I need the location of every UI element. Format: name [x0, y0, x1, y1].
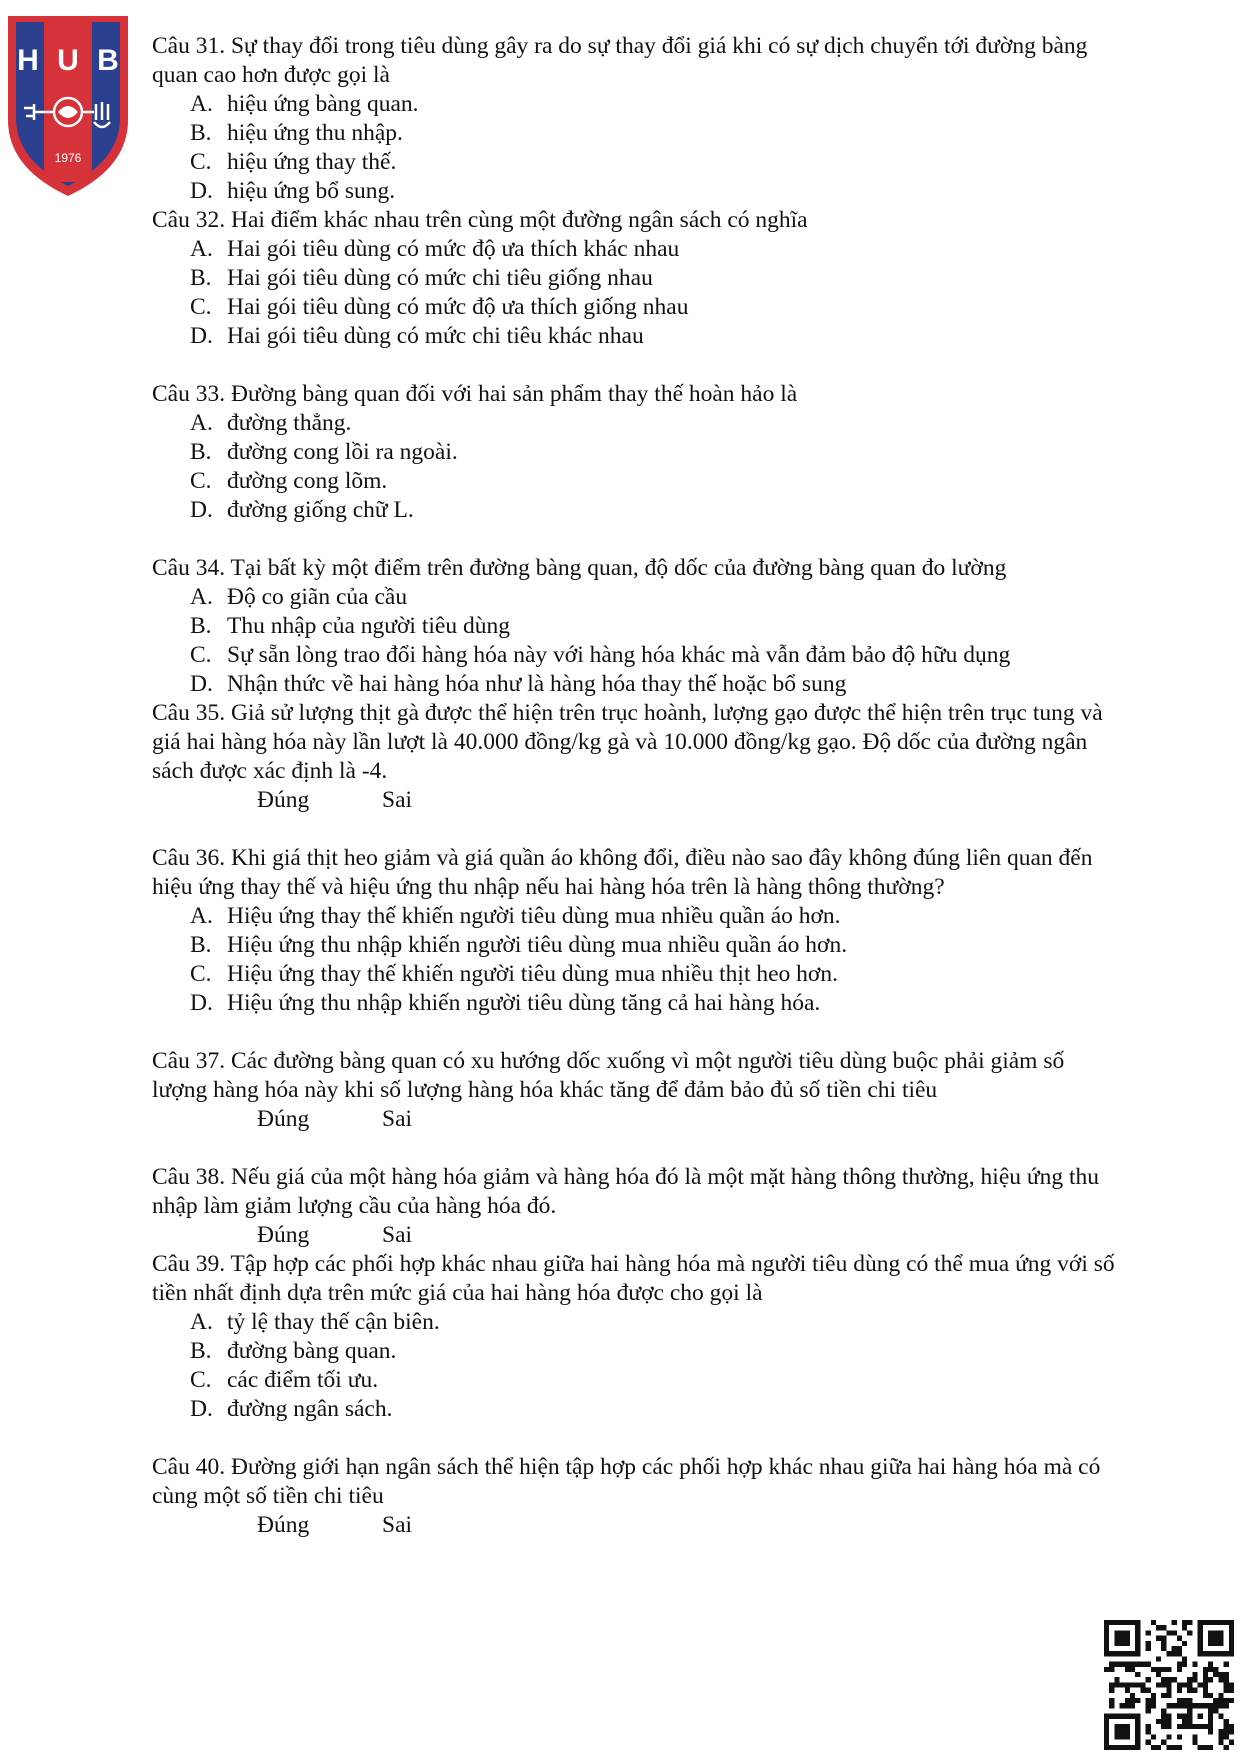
question-stem: Câu 37. Các đường bàng quan có xu hướng dốc xuống vì một người tiêu dùng buộc phải giảm số lượng hàng hóa này khi số lượng hàng hóa khác tăng để đảm bảo đủ số tiền chi tiêu — [152, 1048, 1065, 1103]
option-a: A. hiệu ứng bàng quan. — [190, 91, 419, 117]
question-40 — [152, 1453, 1122, 1540]
true-option: Đúng — [257, 1512, 310, 1538]
option-d: D. hiệu ứng bổ sung. — [190, 178, 396, 204]
question-stem: Câu 34. Tại bất kỳ một điểm trên đường bàng quan, độ dốc của đường bàng quan đo lường — [152, 555, 1007, 581]
option-a: A. Hai gói tiêu dùng có mức độ ưa thích khác nhau — [190, 236, 680, 262]
option-b: B. đường cong lồi ra ngoài. — [190, 439, 458, 465]
question-31 — [152, 32, 1122, 206]
question-37 — [152, 1047, 1122, 1134]
true-option: Đúng — [257, 1222, 310, 1248]
option-b: B. Hiệu ứng thu nhập khiến người tiêu dùng mua nhiều quần áo hơn. — [190, 932, 848, 958]
true-option: Đúng — [257, 787, 310, 813]
false-option: Sai — [382, 1106, 413, 1132]
false-option: Sai — [382, 1512, 413, 1538]
question-32 — [152, 206, 1122, 351]
question-36 — [152, 844, 1122, 1018]
false-option: Sai — [382, 1222, 413, 1248]
question-39 — [152, 1250, 1122, 1424]
logo-letter-h: H — [17, 44, 39, 77]
question-33 — [152, 380, 1122, 525]
false-option: Sai — [382, 787, 413, 813]
option-c: C. Hai gói tiêu dùng có mức độ ưa thích giống nhau — [190, 294, 689, 320]
option-d: D. Hiệu ứng thu nhập khiến người tiêu dùng tăng cả hai hàng hóa. — [190, 990, 821, 1016]
option-d: D. Hai gói tiêu dùng có mức chi tiêu khác nhau — [190, 323, 644, 349]
logo-letter-u: U — [57, 44, 79, 77]
true-false-options — [152, 1221, 1122, 1250]
question-stem: Câu 33. Đường bàng quan đối với hai sản phẩm thay thế hoàn hảo là — [152, 381, 798, 407]
option-a: A. Hiệu ứng thay thế khiến người tiêu dùng mua nhiều quần áo hơn. — [190, 903, 841, 929]
question-stem: Câu 32. Hai điểm khác nhau trên cùng một đường ngân sách có nghĩa — [152, 207, 808, 233]
question-35 — [152, 699, 1122, 815]
option-a: A. tỷ lệ thay thế cận biên. — [190, 1309, 440, 1335]
option-c: C. Sự sẵn lòng trao đổi hàng hóa này với hàng hóa khác mà vẫn đảm bảo độ hữu dụng — [190, 642, 1011, 668]
option-b: B. Thu nhập của người tiêu dùng — [190, 613, 510, 639]
hub-logo — [4, 8, 132, 198]
logo-letter-b: B — [97, 44, 119, 77]
option-c: C. đường cong lõm. — [190, 468, 388, 494]
option-b: B. đường bàng quan. — [190, 1338, 397, 1364]
question-stem: Câu 40. Đường giới hạn ngân sách thể hiện tập hợp các phối hợp khác nhau giữa hai hàng hóa mà có cùng một số tiền chi tiêu — [152, 1454, 1101, 1509]
question-38 — [152, 1163, 1122, 1250]
option-a: A. Độ co giãn của cầu — [190, 584, 408, 610]
option-c: C. hiệu ứng thay thế. — [190, 149, 397, 175]
qr-code-icon — [1104, 1620, 1234, 1750]
question-stem: Câu 38. Nếu giá của một hàng hóa giảm và hàng hóa đó là một mặt hàng thông thường, hiệu ứng thu nhập làm giảm lượng cầu của hàng hóa đó. — [152, 1164, 1100, 1219]
logo-year: 1976 — [54, 151, 82, 165]
question-stem: Câu 39. Tập hợp các phối hợp khác nhau giữa hai hàng hóa mà người tiêu dùng có thể mua ứng với số tiền nhất định dựa trên mức giá của hai hàng hóa được cho gọi là — [152, 1251, 1115, 1306]
true-false-options — [152, 1511, 1122, 1540]
option-c: C. Hiệu ứng thay thế khiến người tiêu dùng mua nhiều thịt heo hơn. — [190, 961, 838, 987]
true-false-options — [152, 786, 1122, 815]
option-a: A. đường thẳng. — [190, 410, 352, 436]
question-stem: Câu 36. Khi giá thịt heo giảm và giá quần áo không đổi, điều nào sao đây không đúng liên quan đến hiệu ứng thay thế và hiệu ứng thu nhập nếu hai hàng hóa trên là hàng thông thường? — [152, 845, 1093, 900]
option-b: B. Hai gói tiêu dùng có mức chi tiêu giống nhau — [190, 265, 653, 291]
option-b: B. hiệu ứng thu nhập. — [190, 120, 403, 146]
question-list — [152, 32, 1122, 1540]
question-34 — [152, 554, 1122, 699]
true-false-options — [152, 1105, 1122, 1134]
option-c: C. các điểm tối ưu. — [190, 1367, 379, 1393]
question-stem: Câu 31. Sự thay đổi trong tiêu dùng gây ra do sự thay đổi giá khi có sự dịch chuyển tới đường bàng quan cao hơn được gọi là — [152, 33, 1088, 88]
option-d: D. đường giống chữ L. — [190, 497, 414, 523]
option-d: D. Nhận thức về hai hàng hóa như là hàng hóa thay thế hoặc bổ sung — [190, 671, 847, 697]
true-option: Đúng — [257, 1106, 310, 1132]
option-d: D. đường ngân sách. — [190, 1396, 393, 1422]
question-stem: Câu 35. Giả sử lượng thịt gà được thể hiện trên trục hoành, lượng gạo được thể hiện trên trục tung và giá hai hàng hóa này lần lượt là 40.000 đồng/kg gà và 10.000 đồng/kg gạo. Độ dốc của đường ngân sách được xác định là -4. — [152, 700, 1103, 784]
